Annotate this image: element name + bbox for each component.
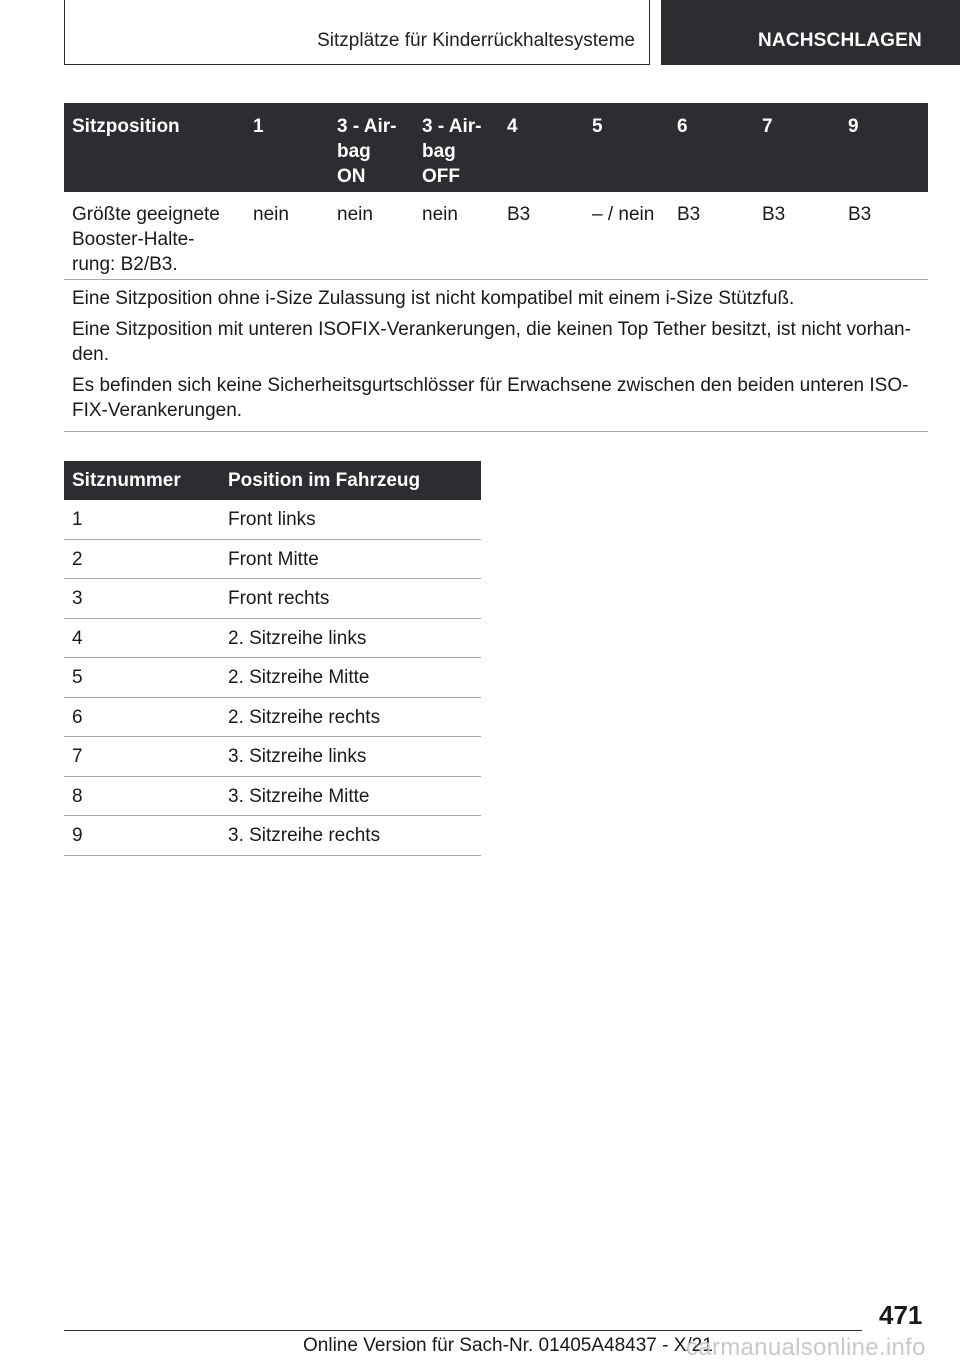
seat-position-table-header <box>64 103 928 192</box>
chapter-title: Sitzplätze für Kinderrückhaltesysteme <box>317 30 635 51</box>
header-cell: 3 - Air- bag OFF <box>422 116 482 187</box>
table-row <box>64 816 481 856</box>
table-cell: 2. Sitzreihe Mitte <box>228 667 370 688</box>
table-cell: nein <box>253 204 289 225</box>
header-cell: 1 <box>253 116 264 137</box>
table-cell: 3. Sitzreihe Mitte <box>228 785 370 807</box>
page-number: 471 <box>879 1300 923 1330</box>
table-cell: nein <box>337 204 373 225</box>
table-row <box>64 698 481 738</box>
table-cell: B3 <box>848 204 872 225</box>
table-cell: 8 <box>72 785 83 807</box>
table-cell: 2. Sitzreihe links <box>228 627 367 649</box>
header-cell: 5 <box>592 116 603 137</box>
footer-divider <box>64 1330 862 1331</box>
header-cell: Position im Fahrzeug <box>228 470 421 491</box>
seat-number-table <box>64 461 481 856</box>
table-cell: 4 <box>72 627 83 649</box>
table-row <box>64 579 481 619</box>
table-cell: 6 <box>72 706 83 728</box>
header-cell: Sitznummer <box>72 470 181 491</box>
header-cell: 6 <box>677 116 688 137</box>
header-cell: 3 - Air- bag ON <box>337 116 397 187</box>
table-cell: 5 <box>72 667 83 688</box>
note-text: Eine Sitzposition mit unteren ISOFIX-Verankerungen, die keinen Top Tether besitzt, ist nicht vorhan- den. <box>72 319 911 365</box>
table-row <box>64 540 481 580</box>
watermark: carmanualsonline.info <box>686 1334 926 1361</box>
table-row <box>64 192 928 280</box>
online-version-text: Online Version für Sach-Nr. 01405A48437 - X/21 <box>303 1335 713 1356</box>
table-cell: Front rechts <box>228 588 330 609</box>
table-row <box>64 658 481 698</box>
header-cell: 9 <box>848 116 859 137</box>
table-cell: B3 <box>677 204 701 225</box>
table-row <box>64 500 481 540</box>
table-cell: 3. Sitzreihe rechts <box>228 825 381 846</box>
table-row <box>64 737 481 777</box>
table-cell: B3 <box>507 204 531 225</box>
table-cell: 3 <box>72 588 83 609</box>
table-cell: B3 <box>762 204 786 225</box>
section-title: NACHSCHLAGEN <box>758 30 922 51</box>
table-notes <box>64 280 928 432</box>
note-text: Es befinden sich keine Sicherheitsgurtschlösser für Erwachsene zwischen den beiden unteren ISO- FIX-Verankerungen. <box>72 375 909 421</box>
table-cell: 2 <box>72 548 83 570</box>
table-cell: Größte geeignete Booster-Halte- rung: B2/B3. <box>72 204 220 275</box>
table-cell: Front links <box>228 509 316 530</box>
header-cell: Sitzposition <box>72 116 180 137</box>
table-row <box>64 777 481 817</box>
seat-number-table-header <box>64 461 481 500</box>
table-cell: 1 <box>72 509 83 530</box>
table-cell: 9 <box>72 825 83 846</box>
table-cell: 3. Sitzreihe links <box>228 746 367 767</box>
table-row <box>64 619 481 659</box>
seat-position-table <box>64 103 928 432</box>
table-cell: 2. Sitzreihe rechts <box>228 706 381 728</box>
header-section-box <box>661 0 960 65</box>
header-chapter-box <box>64 0 650 65</box>
note-text: Eine Sitzposition ohne i-Size Zulassung ist nicht kompatibel mit einem i-Size Stützfuß. <box>72 288 795 309</box>
header-cell: 7 <box>762 116 773 137</box>
header-cell: 4 <box>507 116 518 137</box>
table-cell: 7 <box>72 746 83 767</box>
table-cell: – / nein <box>592 204 655 225</box>
table-cell: Front Mitte <box>228 548 319 570</box>
table-cell: nein <box>422 204 458 225</box>
